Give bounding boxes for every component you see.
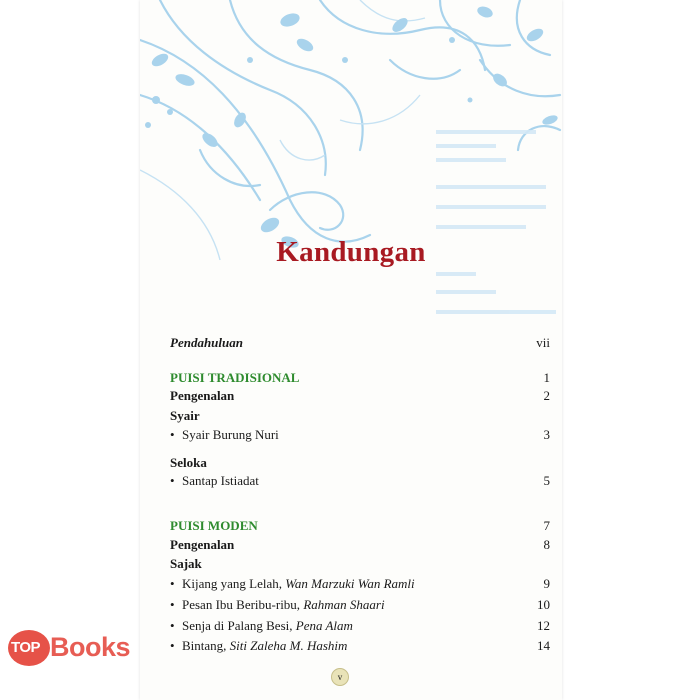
toc-label: Pengenalan [170, 537, 235, 552]
toc-page: 7 [543, 518, 550, 533]
bullet-icon: • [170, 473, 175, 488]
toc-page: 12 [537, 618, 550, 633]
bullet-icon: • [170, 618, 175, 633]
watermark-books-text: Books [50, 632, 131, 662]
toc-subheading: Seloka [170, 455, 207, 470]
toc-page: 8 [543, 537, 550, 552]
toc-label: Pesan Ibu Beribu-ribu, [182, 597, 301, 612]
toc-page: 14 [537, 638, 550, 653]
book-page [140, 0, 562, 700]
toc-label: Pendahuluan [170, 335, 243, 350]
bullet-icon: • [170, 597, 175, 612]
toc-section-heading: PUISI MODEN [170, 518, 258, 533]
page-title: Kandungan [276, 236, 426, 268]
page-number: v [331, 668, 349, 686]
toc-label: Syair Burung Nuri [182, 427, 279, 442]
toc-page: 5 [543, 473, 550, 488]
toc-author: Pena Alam [295, 618, 353, 633]
toc-page: 2 [543, 388, 550, 403]
toc-subheading: Syair [170, 408, 200, 423]
toc-page: 3 [543, 427, 550, 442]
toc-subheading: Sajak [170, 556, 202, 571]
toc-page: 1 [543, 370, 550, 385]
toc-label: Pengenalan [170, 388, 235, 403]
bullet-icon: • [170, 576, 175, 591]
toc-page: vii [536, 335, 550, 350]
toc-label: Kijang yang Lelah, [182, 576, 282, 591]
toc-page: 10 [537, 597, 550, 612]
toc-author: Rahman Shaari [303, 597, 385, 612]
watermark-top-text: TOP [11, 639, 41, 656]
toc-label: Santap Istiadat [182, 473, 259, 488]
floral-decoration [140, 0, 562, 330]
bullet-icon: • [170, 427, 175, 442]
toc-page: 9 [543, 576, 550, 591]
bullet-icon: • [170, 638, 175, 653]
toc-section-heading: PUISI TRADISIONAL [170, 370, 300, 385]
toc-label: Senja di Palang Besi, [182, 618, 293, 633]
toc-label: Bintang, [182, 638, 227, 653]
toc-author: Siti Zaleha M. Hashim [229, 638, 348, 653]
topbooks-watermark [8, 628, 178, 670]
toc-author: Wan Marzuki Wan Ramli [285, 576, 415, 591]
